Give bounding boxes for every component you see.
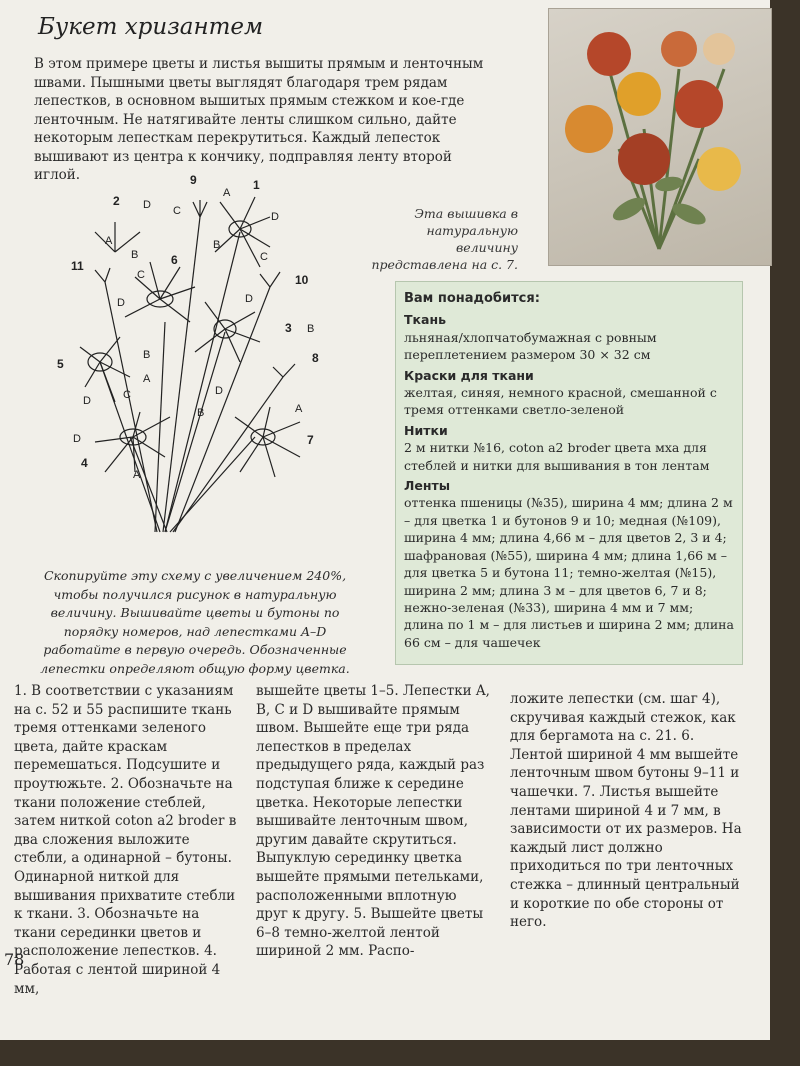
stitch-diagram: [55, 172, 345, 542]
chrysanthemum-image: [549, 9, 771, 265]
label-4: 4: [81, 456, 88, 470]
materials-box: [395, 281, 743, 665]
petal-letter: D: [271, 211, 279, 223]
label-1: 1: [253, 178, 260, 192]
petal-letter: D: [215, 385, 223, 397]
label-3: 3: [285, 321, 292, 335]
page-number: 78: [4, 950, 25, 969]
embroidery-photo: [548, 8, 772, 266]
petal-letter: D: [83, 395, 91, 407]
intro-paragraph: В этом примере цветы и листья вышиты прямым и ленточным швами. Пышными цветы выглядят благодаря трем рядам лепестков, в основном вышитых прямым стежком и кое-где ленточным. Не натягивайте ленты слишком сильно, дайте некоторым лепесткам перекрутиться. Каждый лепесток вышивают из центра к кончику, подправляя ленту второй иглой.: [34, 56, 484, 183]
paints-label: Краски для ткани: [404, 367, 534, 383]
petal-letter: C: [137, 269, 145, 281]
fabric-text: льняная/хлопчатобумажная с ровным переплетением размером 30 × 32 см: [404, 329, 657, 363]
instructions-column-1: [14, 682, 238, 998]
ribbons-text: оттенка пшеницы (№35), ширина 4 мм; длина 2 м – для цветка 1 и бутонов 9 и 10; медная (№109), ширина 4 мм; длина 4,66 м – для цветов 2, 3 и 4; шафрановая (№55), ширина 4 мм; длина 1,66 м – для цветка 5 и бутона 11; темно-желтая (№15), ширина 2 мм; длина 3 м – для цветов 6, 7 и 8; нежно-зеленая (№33), ширина 4 мм и 7 мм; длина по 1 м – для листьев и ширина 2 мм; длина 66 см – для чашечек: [404, 495, 734, 650]
threads-text: 2 м нитки №16, coton a2 broder цвета мха для стеблей и нитки для вышивания в тон лентам: [404, 440, 710, 473]
instructions-column-3: [510, 690, 742, 932]
instructions-column-2: [256, 682, 490, 961]
petal-letter: D: [117, 297, 125, 309]
petal-letter: B: [307, 323, 315, 335]
petal-letter: B: [197, 407, 205, 419]
label-6: 6: [171, 253, 178, 267]
petal-letter: D: [245, 293, 253, 305]
fabric-label: Ткань: [404, 312, 446, 328]
threads-label: Нитки: [404, 422, 448, 438]
petal-letter: C: [173, 205, 181, 217]
petal-letter: D: [143, 199, 151, 211]
instructions-text-2: вышейте цветы 1–5. Лепестки A, B, C и D вышивайте прямым швом. Вышейте еще три ряда лепестков в пределах предыдущего ряда, каждый раз подступая ближе к середине цветка. Некоторые лепестки вышивайте ленточным швом, другим давайте скрутиться. Выпуклую серединку цветка вышейте прямыми петельками, расположенными вплотную друг к другу. 5. Вышейте цветы 6–8 темно-желтой лентой шириной 2 мм. Распо-: [256, 683, 490, 960]
instructions-text-3: ложите лепестки (см. шаг 4), скручивая каждый стежок, как для бергамота на с. 21. 6. Лентой шириной 4 мм вышейте ленточным швом бутоны 9–11 и чашечки. 7. Листья вышейте лентами шириной 4 и 7 мм, в зависимости от их размеров. На каждый лист должно приходиться по три ленточных стежка – длинный центральный и короткие по обе стороны от него.: [510, 691, 742, 931]
petal-letter: C: [123, 389, 131, 401]
petal-letter: A: [105, 235, 113, 247]
instructions-text-1: 1. В соответствии с указаниям на с. 52 и 55 распишите ткань тремя оттенками зеленого цвета, дайте краскам перемешаться. Подсушите и проутюжьте. 2. Обозначьте на ткани положение стеблей, затем ниткой coton a2 broder в два сложения выложите стебли, а одинарной – бутоны. Одинарной ниткой для вышивания прихватите стебли к ткани. 3. Обозначьте на ткани серединки цветов и расположение лепестков. 4. Работая с лентой шириной 4 мм,: [14, 683, 237, 997]
label-10: 10: [295, 273, 309, 287]
petal-letter: A: [143, 373, 151, 385]
petal-letter: B: [143, 349, 151, 361]
petal-letter: A: [133, 469, 141, 481]
label-7: 7: [307, 433, 314, 447]
label-9: 9: [190, 173, 197, 187]
label-8: 8: [312, 351, 319, 365]
petal-letter: A: [295, 403, 303, 415]
photo-caption: Эта вышивка в натуральную величину представлена на с. 7.: [371, 206, 518, 272]
label-2: 2: [113, 194, 120, 208]
page-title: Букет хризантем: [38, 14, 264, 40]
flower-scheme: [55, 172, 345, 542]
petal-letter: D: [73, 433, 81, 445]
petal-letter: B: [213, 239, 221, 251]
ribbons-label: Ленты: [404, 478, 451, 494]
petal-letter: B: [131, 249, 139, 261]
diagram-caption: Скопируйте эту схему с увеличением 240%, чтобы получился рисунок в натуральную величину. Вышивайте цветы и бутоны по порядку номеров, над лепестками A–D работайте в первую очередь. Обозначенные лепестки определяют общую форму цветка.: [40, 568, 350, 676]
label-11: 11: [71, 259, 84, 273]
materials-heading: Вам понадобится:: [404, 291, 540, 306]
petal-letter: C: [260, 251, 268, 263]
label-5: 5: [57, 357, 64, 371]
petal-letter: A: [223, 187, 231, 199]
paints-text: желтая, синяя, немного красной, смешанной с тремя оттенками светло-зеленой: [404, 385, 717, 418]
